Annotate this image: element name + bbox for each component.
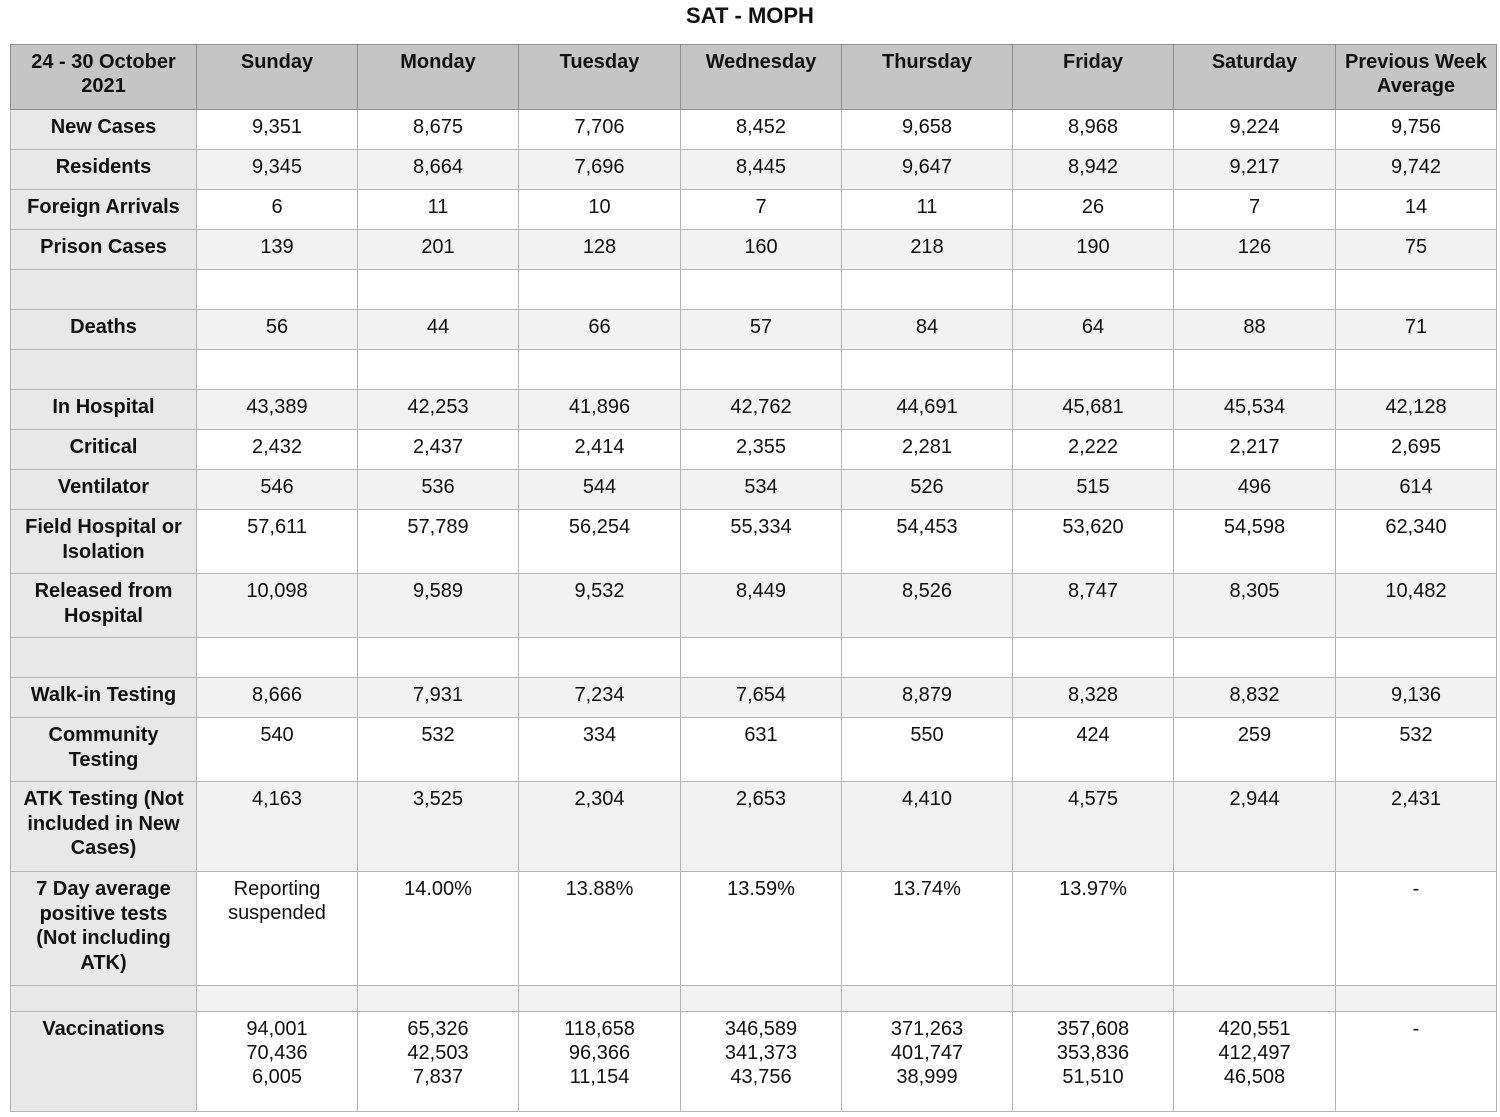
table-cell [681, 350, 842, 390]
table-cell: 53,620 [1013, 510, 1174, 574]
table-row [11, 190, 1497, 230]
table-cell [358, 986, 519, 1012]
table-cell: 9,742 [1336, 150, 1497, 190]
table-cell: 7 [1174, 190, 1336, 230]
table-cell [519, 986, 681, 1012]
table-cell: 44,691 [842, 390, 1013, 430]
table-cell: 8,449 [681, 574, 842, 638]
spacer-row [11, 270, 1497, 310]
table-cell: 13.59% [681, 872, 842, 986]
table-cell: 6 [197, 190, 358, 230]
day-header: Saturday [1174, 45, 1336, 110]
table-cell: 66 [519, 310, 681, 350]
table-cell [681, 638, 842, 678]
header-row [11, 45, 1497, 110]
table-cell: 13.74% [842, 872, 1013, 986]
table-cell: 2,944 [1174, 782, 1336, 872]
table-row [11, 782, 1497, 872]
table-cell [358, 350, 519, 390]
table-cell: 190 [1013, 230, 1174, 270]
table-cell: 8,526 [842, 574, 1013, 638]
table-cell: 160 [681, 230, 842, 270]
table-cell: 139 [197, 230, 358, 270]
table-cell [358, 270, 519, 310]
table-cell [1174, 350, 1336, 390]
table-cell: 2,653 [681, 782, 842, 872]
table-cell: 65,326 42,503 7,837 [358, 1012, 519, 1112]
table-cell: 532 [358, 718, 519, 782]
spacer-row [11, 986, 1497, 1012]
table-cell: 9,647 [842, 150, 1013, 190]
table-cell: 2,304 [519, 782, 681, 872]
row-label: New Cases [11, 110, 197, 150]
table-cell: 2,437 [358, 430, 519, 470]
table-cell: 54,598 [1174, 510, 1336, 574]
table-cell: 424 [1013, 718, 1174, 782]
table-cell: 614 [1336, 470, 1497, 510]
table-cell: 45,681 [1013, 390, 1174, 430]
table-cell: 334 [519, 718, 681, 782]
spacer-row [11, 638, 1497, 678]
table-cell: 14 [1336, 190, 1497, 230]
table-cell: 8,452 [681, 110, 842, 150]
table-cell: 7,654 [681, 678, 842, 718]
table-cell: 8,942 [1013, 150, 1174, 190]
table-cell: 13.97% [1013, 872, 1174, 986]
table-cell: 128 [519, 230, 681, 270]
table-cell: 8,832 [1174, 678, 1336, 718]
table-cell: 631 [681, 718, 842, 782]
table-cell: 515 [1013, 470, 1174, 510]
table-cell: 94,001 70,436 6,005 [197, 1012, 358, 1112]
table-cell: 546 [197, 470, 358, 510]
table-cell: 4,163 [197, 782, 358, 872]
table-cell: 7,234 [519, 678, 681, 718]
row-label: Residents [11, 150, 197, 190]
table-cell: 8,328 [1013, 678, 1174, 718]
table-cell: 45,534 [1174, 390, 1336, 430]
row-label: Field Hospital or Isolation [11, 510, 197, 574]
table-cell: 57,789 [358, 510, 519, 574]
table-cell: 201 [358, 230, 519, 270]
day-header: Sunday [197, 45, 358, 110]
table-cell [1013, 270, 1174, 310]
table-cell: 371,263 401,747 38,999 [842, 1012, 1013, 1112]
day-header: Thursday [842, 45, 1013, 110]
row-label [11, 986, 197, 1012]
table-cell: 8,675 [358, 110, 519, 150]
table-cell: 9,351 [197, 110, 358, 150]
table-cell [1174, 872, 1336, 986]
table-cell: 2,695 [1336, 430, 1497, 470]
table-cell: 71 [1336, 310, 1497, 350]
table-cell [1174, 986, 1336, 1012]
day-header: Wednesday [681, 45, 842, 110]
table-cell: 218 [842, 230, 1013, 270]
table-cell: 540 [197, 718, 358, 782]
table-cell: 118,658 96,366 11,154 [519, 1012, 681, 1112]
table-cell: 44 [358, 310, 519, 350]
table-cell: 3,525 [358, 782, 519, 872]
table-cell: 41,896 [519, 390, 681, 430]
day-header: Monday [358, 45, 519, 110]
table-cell: 75 [1336, 230, 1497, 270]
table-cell: 2,432 [197, 430, 358, 470]
table-cell [519, 638, 681, 678]
page-title: SAT - MOPH [686, 3, 814, 28]
row-label [11, 638, 197, 678]
table-cell: 8,445 [681, 150, 842, 190]
table-cell: 9,589 [358, 574, 519, 638]
table-cell: 54,453 [842, 510, 1013, 574]
table-cell [1174, 270, 1336, 310]
row-label: ATK Testing (Not included in New Cases) [11, 782, 197, 872]
table-cell: - [1336, 872, 1497, 986]
table-row [11, 1012, 1497, 1112]
table-cell: 544 [519, 470, 681, 510]
table-cell: 57 [681, 310, 842, 350]
table-cell: 88 [1174, 310, 1336, 350]
table-cell [681, 270, 842, 310]
table-cell: 10,098 [197, 574, 358, 638]
table-cell: 26 [1013, 190, 1174, 230]
table-cell: 9,217 [1174, 150, 1336, 190]
row-label: Critical [11, 430, 197, 470]
table-cell: 7 [681, 190, 842, 230]
table-row [11, 230, 1497, 270]
table-cell: 9,224 [1174, 110, 1336, 150]
table-cell [1013, 638, 1174, 678]
table-cell: 496 [1174, 470, 1336, 510]
table-cell [1336, 270, 1497, 310]
table-cell: 526 [842, 470, 1013, 510]
table-cell: 2,355 [681, 430, 842, 470]
table-row [11, 310, 1497, 350]
table-cell: 62,340 [1336, 510, 1497, 574]
table-cell: 56,254 [519, 510, 681, 574]
table-cell [358, 638, 519, 678]
row-label: Foreign Arrivals [11, 190, 197, 230]
row-label: Walk-in Testing [11, 678, 197, 718]
table-cell: 9,658 [842, 110, 1013, 150]
table-cell: Reporting suspended [197, 872, 358, 986]
table-cell: 9,756 [1336, 110, 1497, 150]
table-row [11, 678, 1497, 718]
row-label: Released from Hospital [11, 574, 197, 638]
table-cell [1336, 350, 1497, 390]
row-label [11, 350, 197, 390]
table-cell [842, 350, 1013, 390]
table-cell: 11 [358, 190, 519, 230]
table-cell [1174, 638, 1336, 678]
table-cell: 43,389 [197, 390, 358, 430]
table-cell: 346,589 341,373 43,756 [681, 1012, 842, 1112]
row-label: Vaccinations [11, 1012, 197, 1112]
table-cell: 7,931 [358, 678, 519, 718]
table-body [11, 45, 1497, 1112]
table-cell [197, 270, 358, 310]
table-cell: 2,222 [1013, 430, 1174, 470]
table-cell: 8,879 [842, 678, 1013, 718]
table-cell [842, 270, 1013, 310]
table-cell: - [1336, 1012, 1497, 1112]
table-cell: 2,281 [842, 430, 1013, 470]
table-cell: 7,706 [519, 110, 681, 150]
table-cell: 536 [358, 470, 519, 510]
table-cell: 259 [1174, 718, 1336, 782]
table-cell: 11 [842, 190, 1013, 230]
average-header: Previous Week Average [1336, 45, 1497, 110]
table-cell [1013, 350, 1174, 390]
table-row [11, 510, 1497, 574]
table-row [11, 574, 1497, 638]
table-cell [1013, 986, 1174, 1012]
table-cell: 9,345 [197, 150, 358, 190]
table-row [11, 110, 1497, 150]
table-cell: 10 [519, 190, 681, 230]
table-cell [519, 270, 681, 310]
table-cell: 42,762 [681, 390, 842, 430]
table-cell: 56 [197, 310, 358, 350]
row-label: 7 Day average positive tests (Not including ATK) [11, 872, 197, 986]
table-cell [842, 638, 1013, 678]
row-label [11, 270, 197, 310]
table-row [11, 390, 1497, 430]
table-row [11, 872, 1497, 986]
table-cell: 14.00% [358, 872, 519, 986]
table-row [11, 470, 1497, 510]
table-cell: 8,747 [1013, 574, 1174, 638]
table-cell: 2,414 [519, 430, 681, 470]
row-label: In Hospital [11, 390, 197, 430]
table-cell [197, 638, 358, 678]
table-cell: 57,611 [197, 510, 358, 574]
table-row [11, 150, 1497, 190]
table-cell [1336, 638, 1497, 678]
table-cell [197, 350, 358, 390]
table-cell: 84 [842, 310, 1013, 350]
table-cell [681, 986, 842, 1012]
table-cell: 8,305 [1174, 574, 1336, 638]
row-label: Prison Cases [11, 230, 197, 270]
table-cell: 2,431 [1336, 782, 1497, 872]
table-cell: 8,666 [197, 678, 358, 718]
table-cell: 534 [681, 470, 842, 510]
table-cell [197, 986, 358, 1012]
table-cell: 9,532 [519, 574, 681, 638]
table-cell: 4,410 [842, 782, 1013, 872]
table-cell: 55,334 [681, 510, 842, 574]
table-cell [842, 986, 1013, 1012]
table-cell: 2,217 [1174, 430, 1336, 470]
table-cell: 357,608 353,836 51,510 [1013, 1012, 1174, 1112]
table-cell: 420,551 412,497 46,508 [1174, 1012, 1336, 1112]
table-row [11, 718, 1497, 782]
row-label: Deaths [11, 310, 197, 350]
day-header: Tuesday [519, 45, 681, 110]
table-cell: 8,968 [1013, 110, 1174, 150]
table-cell: 8,664 [358, 150, 519, 190]
statistics-table [10, 44, 1497, 1112]
table-cell [1336, 986, 1497, 1012]
table-cell: 10,482 [1336, 574, 1497, 638]
table-cell: 550 [842, 718, 1013, 782]
table-cell: 42,253 [358, 390, 519, 430]
table-cell: 532 [1336, 718, 1497, 782]
period-header: 24 - 30 October 2021 [11, 45, 197, 110]
row-label: Ventilator [11, 470, 197, 510]
table-cell: 9,136 [1336, 678, 1497, 718]
table-row [11, 430, 1497, 470]
spacer-row [11, 350, 1497, 390]
row-label: Community Testing [11, 718, 197, 782]
table-cell: 126 [1174, 230, 1336, 270]
table-cell: 64 [1013, 310, 1174, 350]
table-cell: 4,575 [1013, 782, 1174, 872]
table-cell [519, 350, 681, 390]
day-header: Friday [1013, 45, 1174, 110]
table-cell: 7,696 [519, 150, 681, 190]
table-cell: 42,128 [1336, 390, 1497, 430]
table-cell: 13.88% [519, 872, 681, 986]
